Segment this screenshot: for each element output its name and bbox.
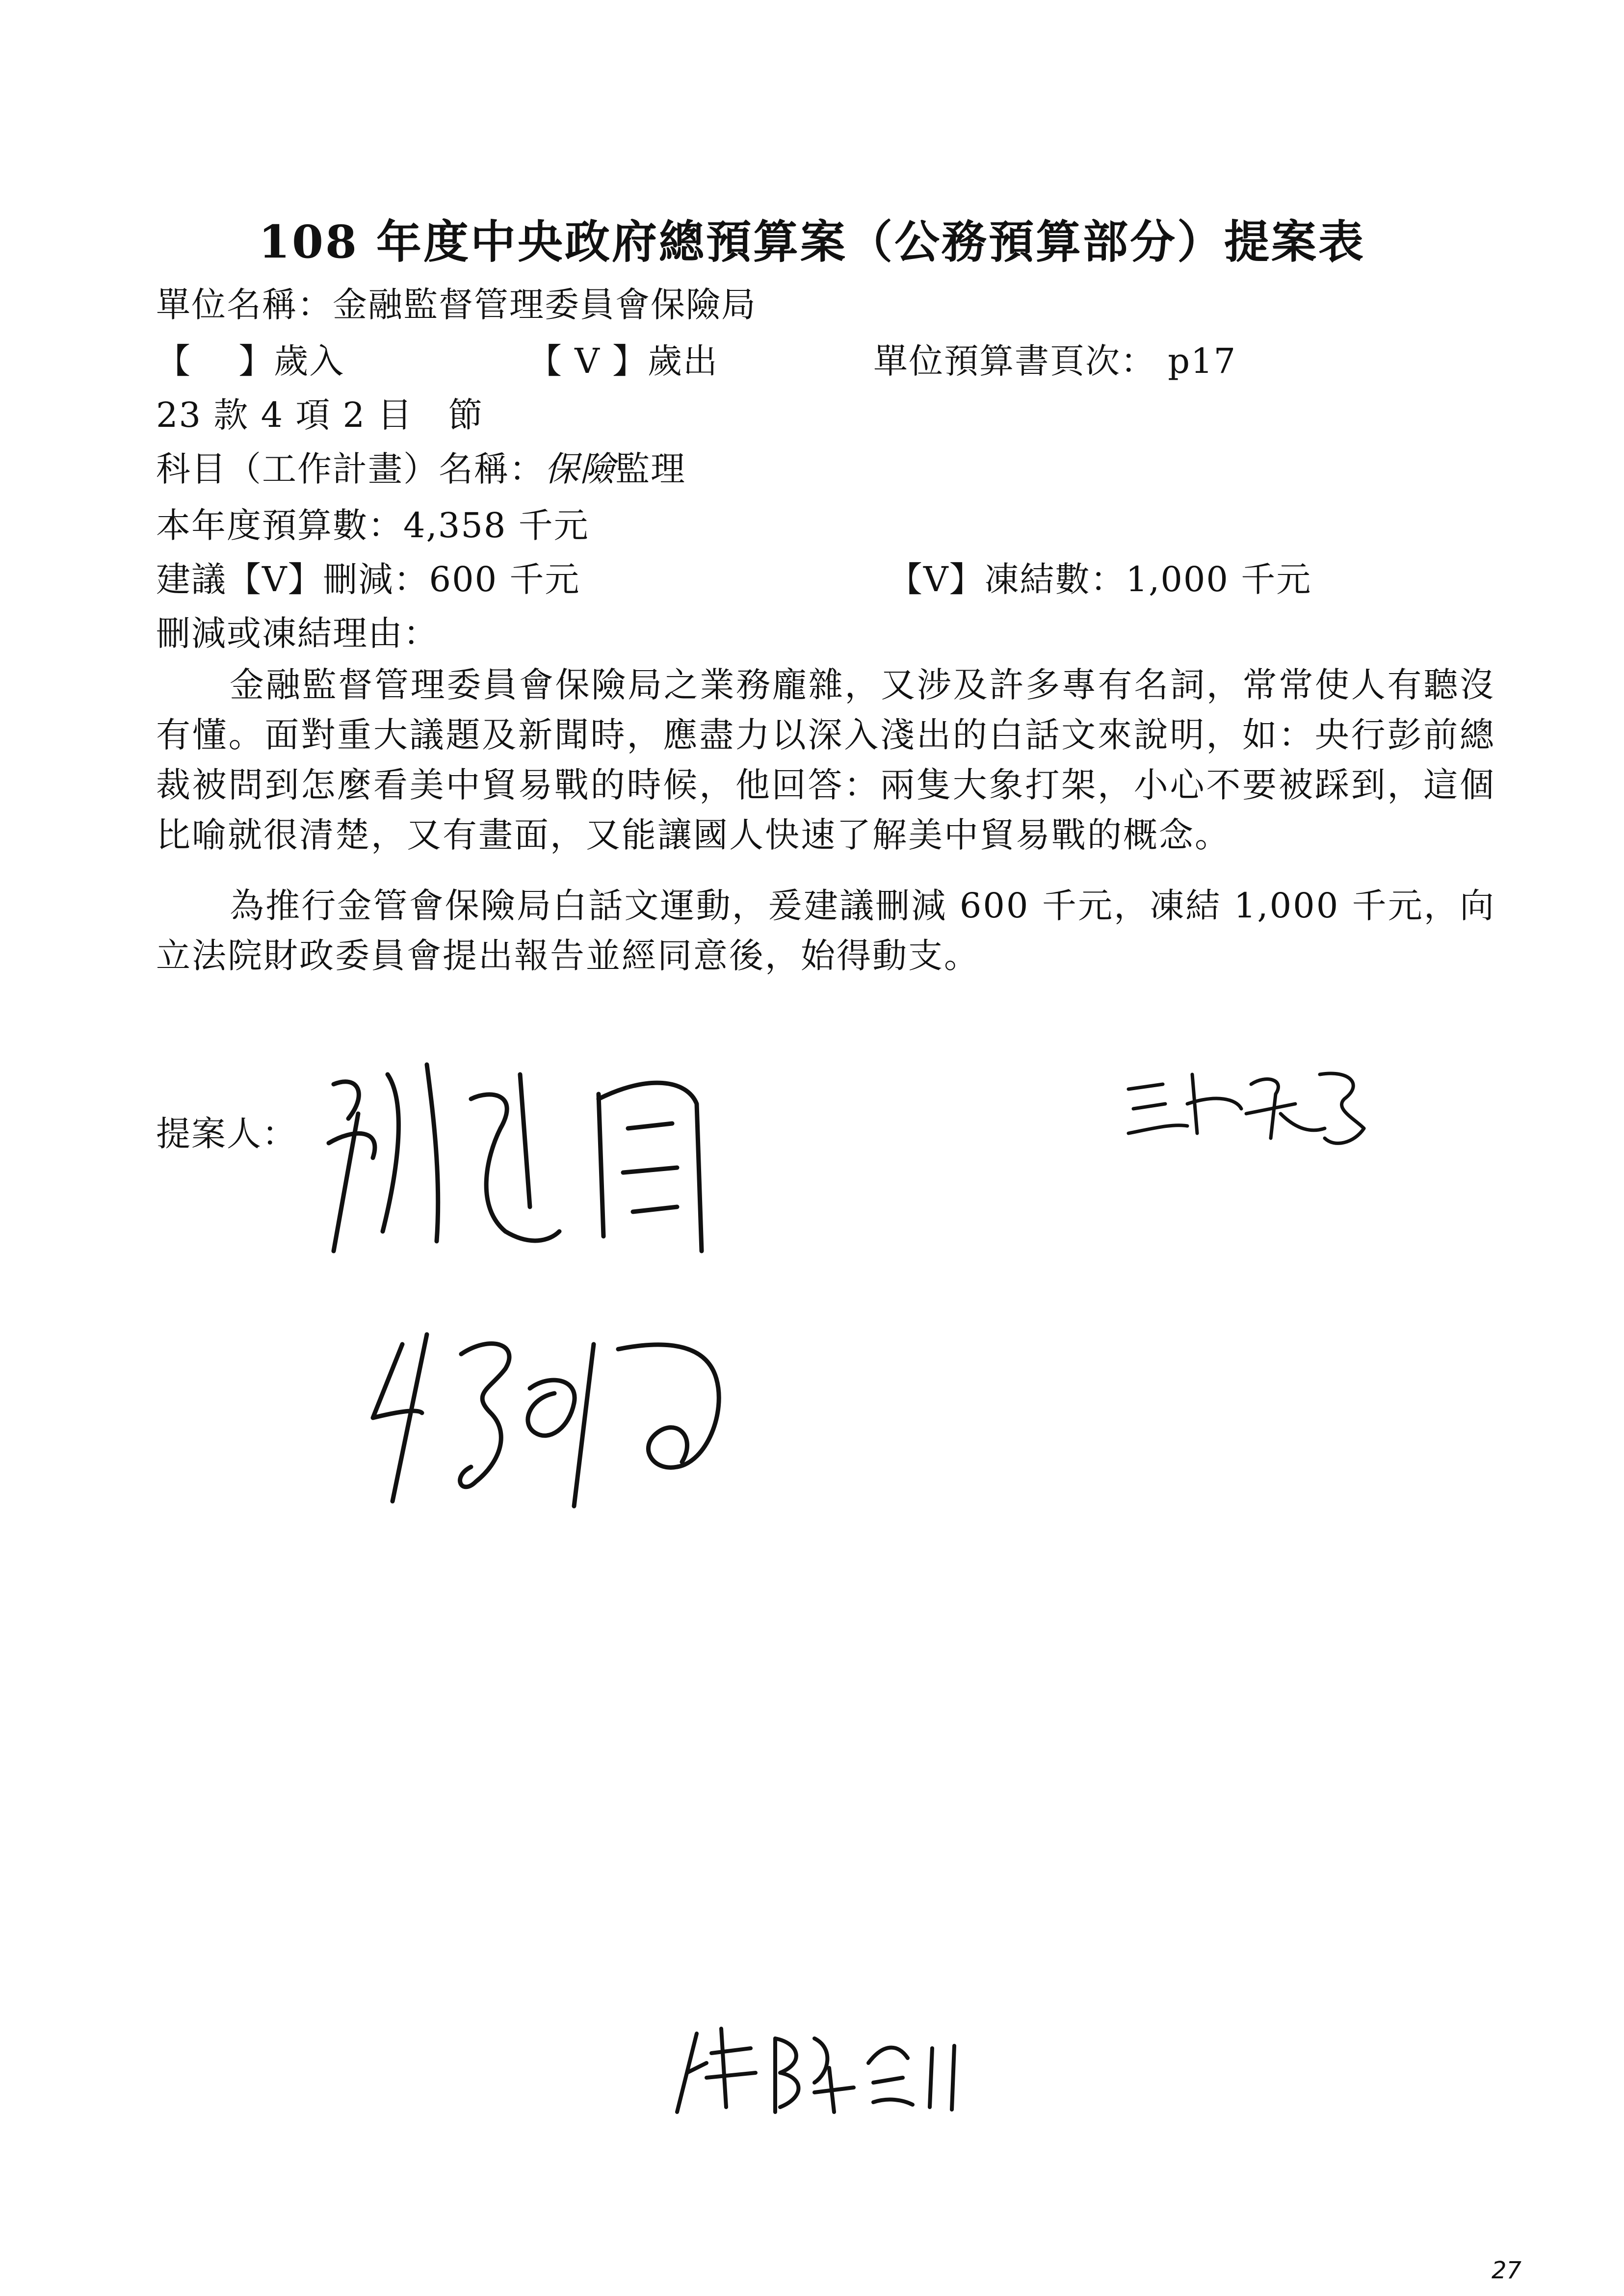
budget-amount: 本年度預算數：4,358 千元 [156, 505, 589, 546]
signature-1 [314, 1045, 746, 1271]
page-number-mark: 27 [1492, 2257, 1522, 2284]
expenditure-checkbox-label: 【 V 】歲出 [527, 341, 719, 381]
reason-paragraph-1: 金融監督管理委員會保險局之業務龐雜，又涉及許多專有名詞，常常使人有聽沒有懂。面對重大議題及新聞時，應盡力以深入淺出的白話文來說明，如：央行彭前總裁被問到怎麼看美中貿易戰的時候，他回答：兩隻大象打架，小心不要被踩到，這個比喻就很清楚，又有畫面，又能讓國人快速了解美中貿易戰的概念。 [156, 665, 1495, 855]
subject-prefix: 科目（工作計畫）名稱： [156, 449, 545, 489]
budget-code: 23 款 4 項 2 目 節 [156, 395, 484, 435]
proposer-label: 提案人： [156, 1114, 297, 1154]
page-reference: 單位預算書頁次： p17 [873, 341, 1237, 381]
handwritten-footer-note [667, 2019, 971, 2122]
subject-line [156, 442, 686, 491]
reason-paragraph-2: 為推行金管會保險局白話文運動，爰建議刪減 600 千元，凍結 1,000 千元，向立法院財政委員會提出報告並經同意後，始得動支。 [156, 886, 1495, 976]
signature-2 [1119, 1055, 1374, 1153]
form-title: 108 年度中央政府總預算案（公務預算部分）提案表 [258, 215, 1366, 268]
cut-proposal: 建議【V】刪減：600 千元 [156, 559, 580, 600]
unit-name: 單位名稱：金融監督管理委員會保險局 [156, 285, 757, 325]
freeze-proposal: 【V】凍結數：1,000 千元 [888, 559, 1312, 600]
subject-suffix: 監理 [615, 449, 686, 489]
revenue-checkbox-label: 【 】歲入 [156, 341, 345, 381]
signature-3 [363, 1315, 765, 1511]
reason-heading: 刪減或凍結理由： [156, 613, 439, 653]
subject-handwritten: 保險 [545, 449, 615, 489]
